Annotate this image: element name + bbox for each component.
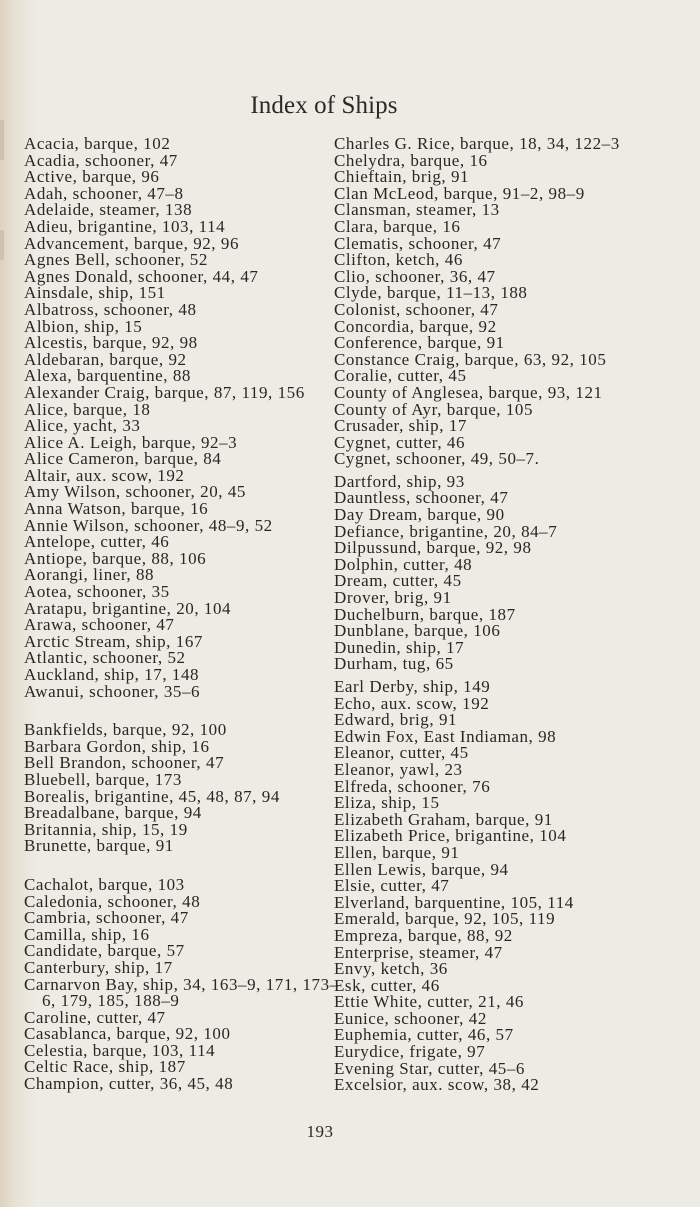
index-entry: Ainsdale, ship, 151 xyxy=(24,283,166,303)
index-entry: Drover, brig, 91 xyxy=(334,588,452,608)
index-entry: Ettie White, cutter, 21, 46 xyxy=(334,992,524,1012)
index-entry: Atlantic, schooner, 52 xyxy=(24,648,186,668)
index-entry: Amy Wilson, schooner, 20, 45 xyxy=(24,482,246,502)
index-entry: Adelaide, steamer, 138 xyxy=(24,200,193,220)
index-entry: Cachalot, barque, 103 xyxy=(24,874,185,894)
index-entry: Coralie, cutter, 45 xyxy=(334,366,467,386)
index-entry: Ellen, barque, 91 xyxy=(334,842,460,862)
index-entry: Dunedin, ship, 17 xyxy=(334,637,465,657)
index-entry: Bluebell, barque, 173 xyxy=(24,769,182,789)
index-entry: Albatross, schooner, 48 xyxy=(24,299,197,319)
index-column-right xyxy=(334,136,626,1094)
index-entry: Echo, aux. scow, 192 xyxy=(334,693,490,713)
index-entry: Adieu, brigantine, 103, 114 xyxy=(24,216,226,236)
index-entry: Alexa, barquentine, 88 xyxy=(24,366,191,386)
index-entry: Clansman, steamer, 13 xyxy=(334,200,500,220)
index-entry: Edwin Fox, East Indiaman, 98 xyxy=(334,726,557,746)
index-entry: Breadalbane, barque, 94 xyxy=(24,803,202,823)
index-column-left xyxy=(24,136,342,1093)
index-entry: Eurydice, frigate, 97 xyxy=(334,1042,486,1062)
index-entry: Celtic Race, ship, 187 xyxy=(24,1057,186,1077)
index-entry: Casablanca, barque, 92, 100 xyxy=(24,1024,231,1044)
index-entry: Carnarvon Bay, ship, 34, 163–9, 171, 173–6, 179, 185, 188–9 xyxy=(24,974,339,1011)
index-entry: Aldebaran, barque, 92 xyxy=(24,349,187,369)
index-entry: Advancement, barque, 92, 96 xyxy=(24,233,240,253)
index-entry: Constance Craig, barque, 63, 92, 105 xyxy=(334,349,607,369)
index-entry: Britannia, ship, 15, 19 xyxy=(24,819,188,839)
index-entry: Durham, tug, 65 xyxy=(334,654,454,674)
index-entry: Ellen Lewis, barque, 94 xyxy=(334,859,509,879)
section-gap xyxy=(24,700,342,722)
index-entry: Evening Star, cutter, 45–6 xyxy=(334,1058,525,1078)
index-entry: Cygnet, schooner, 49, 50–7. xyxy=(334,449,540,469)
index-entry: Canterbury, ship, 17 xyxy=(24,957,173,977)
index-entry: Elizabeth Price, brigantine, 104 xyxy=(334,826,567,846)
index-entry: Acacia, barque, 102 xyxy=(24,134,171,153)
index-entry: Bankfields, barque, 92, 100 xyxy=(24,720,227,740)
index-entry: County of Ayr, barque, 105 xyxy=(334,399,534,419)
index-entry: Arawa, schooner, 47 xyxy=(24,615,175,635)
index-entry: Annie Wilson, schooner, 48–9, 52 xyxy=(24,515,273,535)
index-entry: Dilpussund, barque, 92, 98 xyxy=(334,538,532,558)
index-entry: Duchelburn, barque, 187 xyxy=(334,604,516,624)
index-entry: Alice Cameron, barque, 84 xyxy=(24,449,222,469)
index-entry: Adah, schooner, 47–8 xyxy=(24,183,184,203)
index-entry: Eleanor, yawl, 23 xyxy=(334,759,463,779)
index-entry: Alice, barque, 18 xyxy=(24,399,151,419)
index-entry: Aorangi, liner, 88 xyxy=(24,565,155,585)
index-entry: Chieftain, brig, 91 xyxy=(334,167,470,187)
page-edge-mark xyxy=(0,120,4,160)
index-entry: Chelydra, barque, 16 xyxy=(334,150,488,170)
section-gap xyxy=(24,855,342,877)
page-title: Index of Ships xyxy=(250,92,398,119)
index-entry: Dartford, ship, 93 xyxy=(334,471,465,491)
page-edge-mark xyxy=(0,230,4,260)
index-entry: Elsie, cutter, 47 xyxy=(334,876,450,896)
index-entry: Clio, schooner, 36, 47 xyxy=(334,266,496,286)
index-entry: Awanui, schooner, 35–6 xyxy=(24,681,201,701)
index-entry: Concordia, barque, 92 xyxy=(334,316,497,336)
index-entry: Day Dream, barque, 90 xyxy=(334,505,505,525)
index-entry: Clyde, barque, 11–13, 188 xyxy=(334,283,528,303)
index-entry: Emerald, barque, 92, 105, 119 xyxy=(334,909,556,929)
index-entry: Arctic Stream, ship, 167 xyxy=(24,631,203,651)
index-entry: Earl Derby, ship, 149 xyxy=(334,677,491,696)
index-entry: Aotea, schooner, 35 xyxy=(24,582,170,602)
index-entry: Defiance, brigantine, 20, 84–7 xyxy=(334,521,558,541)
index-entry: Alexander Craig, barque, 87, 119, 156 xyxy=(24,382,305,402)
index-entry: Dunblane, barque, 106 xyxy=(334,621,501,641)
index-entry: Active, barque, 96 xyxy=(24,167,160,187)
index-entry: Camilla, ship, 16 xyxy=(24,924,150,944)
index-entry: Envy, ketch, 36 xyxy=(334,959,448,979)
index-entry: Barbara Gordon, ship, 16 xyxy=(24,736,210,756)
index-entry: Colonist, schooner, 47 xyxy=(334,299,499,319)
index-entry: Alcestis, barque, 92, 98 xyxy=(24,333,198,353)
index-entry: Altair, aux. scow, 192 xyxy=(24,465,185,485)
index-entry: Elizabeth Graham, barque, 91 xyxy=(334,809,553,829)
index-entry: Eleanor, cutter, 45 xyxy=(334,743,469,763)
index-entry: Brunette, barque, 91 xyxy=(24,836,174,856)
index-entry: County of Anglesea, barque, 93, 121 xyxy=(334,382,603,402)
index-entry: Caledonia, schooner, 48 xyxy=(24,891,201,911)
index-entry: Antiope, barque, 88, 106 xyxy=(24,548,207,568)
index-entry: Aratapu, brigantine, 20, 104 xyxy=(24,598,232,618)
index-entry: Clifton, ketch, 46 xyxy=(334,250,463,270)
index-entry: Caroline, cutter, 47 xyxy=(24,1007,166,1027)
index-entry: Agnes Bell, schooner, 52 xyxy=(24,250,208,270)
index-entry: Elverland, barquentine, 105, 114 xyxy=(334,892,574,912)
index-entry: Clan McLeod, barque, 91–2, 98–9 xyxy=(334,183,585,203)
index-entry: Clematis, schooner, 47 xyxy=(334,233,502,253)
index-entry: Anna Watson, barque, 16 xyxy=(24,499,209,519)
index-entry: Albion, ship, 15 xyxy=(24,316,143,336)
index-entry: Dauntless, schooner, 47 xyxy=(334,488,509,508)
index-entry: Conference, barque, 91 xyxy=(334,333,505,353)
index-entry: Crusader, ship, 17 xyxy=(334,416,467,436)
index-entry: Agnes Donald, schooner, 44, 47 xyxy=(24,266,259,286)
index-entry: Candidate, barque, 57 xyxy=(24,941,185,961)
index-entry: Dream, cutter, 45 xyxy=(334,571,462,591)
index-entry: Elfreda, schooner, 76 xyxy=(334,776,491,796)
index-entry: Celestia, barque, 103, 114 xyxy=(24,1040,216,1060)
index-entry: Euphemia, cutter, 46, 57 xyxy=(334,1025,514,1045)
index-entry: Clara, barque, 16 xyxy=(334,216,461,236)
index-entry: Eunice, schooner, 42 xyxy=(334,1008,487,1028)
index-entry: Esk, cutter, 46 xyxy=(334,975,440,995)
index-entry: Borealis, brigantine, 45, 48, 87, 94 xyxy=(24,786,280,806)
index-entry: Alice, yacht, 33 xyxy=(24,416,141,436)
index-entry: Cygnet, cutter, 46 xyxy=(334,432,466,452)
index-entry: Auckland, ship, 17, 148 xyxy=(24,665,200,684)
index-entry: Dolphin, cutter, 48 xyxy=(334,554,473,574)
index-entry: Cambria, schooner, 47 xyxy=(24,908,189,928)
index-entry: Champion, cutter, 36, 45, 48 xyxy=(24,1074,234,1094)
index-entry: Acadia, schooner, 47 xyxy=(24,150,178,170)
index-entry: Alice A. Leigh, barque, 92–3 xyxy=(24,432,238,452)
index-entry: Bell Brandon, schooner, 47 xyxy=(24,753,225,773)
page-number: 193 xyxy=(306,1122,334,1141)
index-entry: Edward, brig, 91 xyxy=(334,710,458,730)
index-entry: Empreza, barque, 88, 92 xyxy=(334,925,513,945)
index-entry: Excelsior, aux. scow, 38, 42 xyxy=(334,1075,540,1095)
index-entry: Antelope, cutter, 46 xyxy=(24,532,170,552)
index-entry: Eliza, ship, 15 xyxy=(334,793,440,813)
index-entry: Enterprise, steamer, 47 xyxy=(334,942,503,962)
index-entry: Charles G. Rice, barque, 18, 34, 122–3 xyxy=(334,134,620,153)
